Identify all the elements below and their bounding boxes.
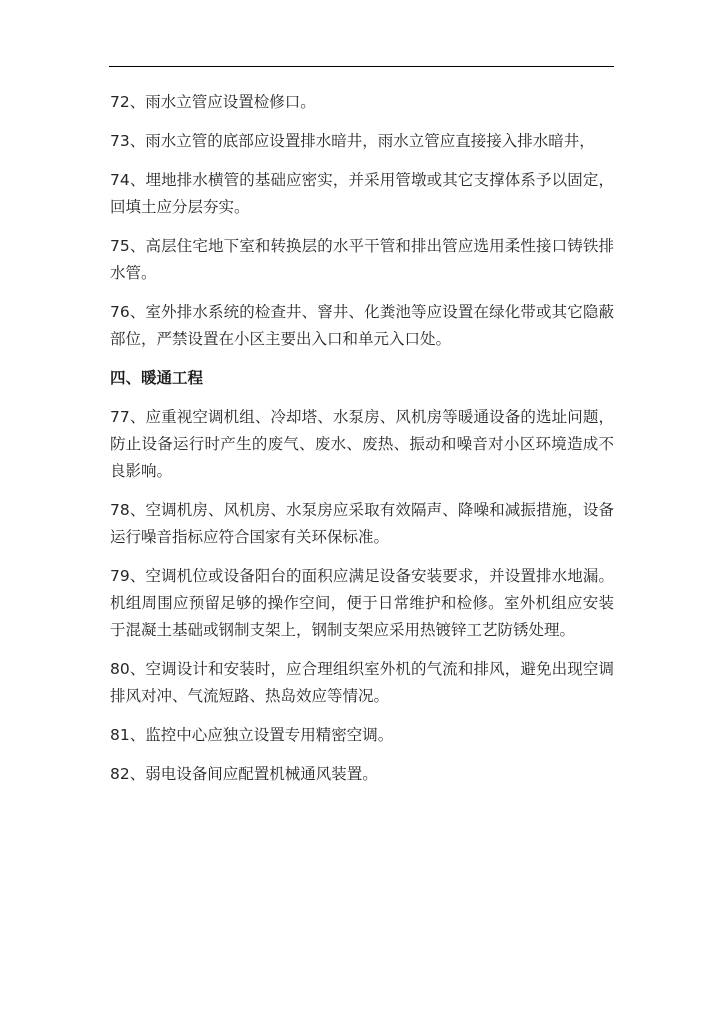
- header-rule: [109, 66, 614, 67]
- paragraph-82: 82、弱电设备间应配置机械通风装置。: [110, 765, 378, 783]
- paragraph-81: 81、监控中心应独立设置专用精密空调。: [110, 726, 394, 744]
- paragraph-73: 73、雨水立管的底部应设置排水暗井，雨水立管应直接接入排水暗井，: [110, 132, 595, 150]
- paragraph-79: 79、空调机位或设备阳台的面积应满足设备安装要求，并设置排水地漏。机组周围应预留足够的操作空间，便于日常维护和检修。室外机组应安装于混凝土基础或钢制支架上，钢制支架应采用热镀锌工艺防锈处理。: [110, 567, 614, 639]
- document-body: [110, 89, 614, 800]
- paragraph-80: 80、空调设计和安装时，应合理组织室外机的气流和排风，避免出现空调排风对冲、气流短路、热岛效应等情况。: [110, 660, 614, 705]
- paragraph-78: 78、空调机房、风机房、水泵房应采取有效隔声、降噪和减振措施，设备运行噪音指标应符合国家有关环保标准。: [110, 501, 614, 546]
- paragraph-76: 76、室外排水系统的检查井、窨井、化粪池等应设置在绿化带或其它隐蔽部位，严禁设置在小区主要出入口和单元入口处。: [110, 303, 614, 348]
- paragraph-75: 75、高层住宅地下室和转换层的水平干管和排出管应选用柔性接口铸铁排水管。: [110, 237, 614, 282]
- paragraph-77: 77、应重视空调机组、冷却塔、水泵房、风机房等暖通设备的选址问题，防止设备运行时产生的废气、废水、废热、振动和噪音对小区环境造成不良影响。: [110, 408, 614, 480]
- section-heading: 四、暖通工程: [110, 369, 204, 387]
- paragraph-72: 72、雨水立管应设置检修口。: [110, 93, 316, 111]
- paragraph-74: 74、埋地排水横管的基础应密实，并采用管墩或其它支撑体系予以固定，回填土应分层夯实。: [110, 171, 614, 216]
